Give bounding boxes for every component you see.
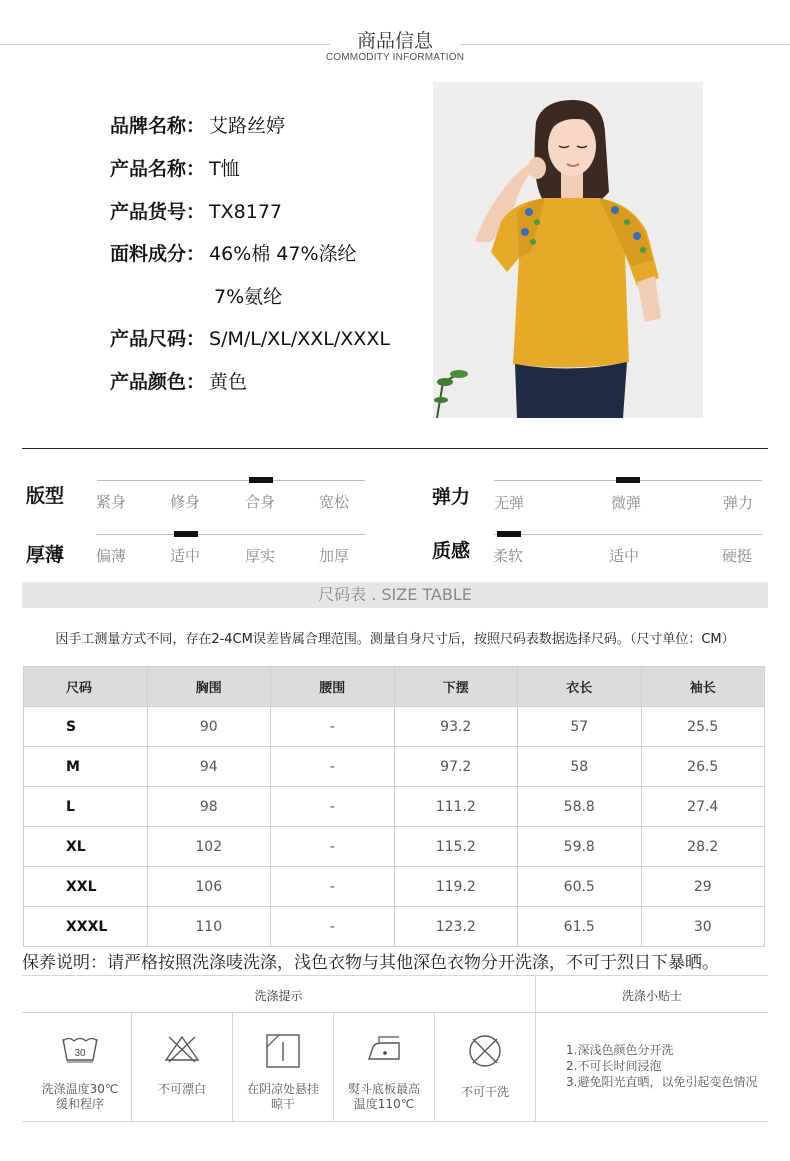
info-label: 产品尺码： xyxy=(110,328,206,350)
table-cell: 61.5 xyxy=(518,907,642,947)
iron-low-icon xyxy=(334,1033,434,1067)
attr-fit-option: 紧身 xyxy=(96,493,127,511)
attr-elastic-option: 无弹 xyxy=(494,494,525,512)
info-label: 产品名称： xyxy=(110,158,206,180)
no-bleach-icon xyxy=(132,1033,232,1067)
table-cell: S xyxy=(24,707,148,747)
table-row xyxy=(24,747,765,787)
table-cell: M xyxy=(24,747,148,787)
attr-fit-option: 合身 xyxy=(245,493,276,511)
attr-fit-option: 宽松 xyxy=(319,493,350,511)
label-line: 缓和程序 xyxy=(55,1097,104,1111)
info-value: 46%棉 47%涤纶 xyxy=(209,243,357,265)
section-subtitle: COMMODITY INFORMATION xyxy=(325,52,465,63)
table-cell: 97.2 xyxy=(394,747,518,787)
label-line: 温度110℃ xyxy=(353,1097,415,1111)
table-cell: 30 xyxy=(641,907,765,947)
wash-30-label xyxy=(30,1082,130,1112)
info-sizes xyxy=(110,324,390,351)
table-cell: 29 xyxy=(641,867,765,907)
info-value: S/M/L/XL/XXL/XXXL xyxy=(209,328,390,350)
table-cell: - xyxy=(271,787,395,827)
table-cell: 90 xyxy=(147,707,271,747)
wash-temp-number: 30 xyxy=(74,1048,86,1059)
table-cell: 25.5 xyxy=(641,707,765,747)
attr-thickness-option: 厚实 xyxy=(245,547,276,565)
table-cell: 115.2 xyxy=(394,827,518,867)
list-item: 2.不可长时间浸泡 xyxy=(566,1059,662,1073)
info-brand xyxy=(110,111,285,138)
list-item: 1.深浅色颜色分开洗 xyxy=(566,1043,674,1057)
table-cell: 58.8 xyxy=(518,787,642,827)
attr-fit-title: 版型 xyxy=(26,485,65,507)
table-row xyxy=(24,707,765,747)
info-value: TX8177 xyxy=(209,201,282,223)
info-label: 产品货号： xyxy=(110,201,206,223)
table-row xyxy=(24,867,765,907)
size-table-header xyxy=(24,667,765,707)
no-bleach-cell xyxy=(132,1015,232,1120)
table-cell: - xyxy=(271,827,395,867)
table-cell: 60.5 xyxy=(518,867,642,907)
attr-thickness-option: 加厚 xyxy=(319,547,350,565)
list-item: 3.避免阳光直晒，以免引起变色情况 xyxy=(566,1075,758,1089)
info-product-name xyxy=(110,154,240,181)
info-color xyxy=(110,367,247,394)
wash-panel-bottom-rule xyxy=(22,1121,768,1122)
size-table-header-cell: 腰围 xyxy=(271,667,395,707)
table-cell: XXXL xyxy=(24,907,148,947)
table-cell: 28.2 xyxy=(641,827,765,867)
table-cell: - xyxy=(271,907,395,947)
care-instructions: 保养说明：请严格按照洗涤唛洗涤，浅色衣物与其他深色衣物分开洗涤，不可于烈日下暴晒。 xyxy=(22,953,719,973)
model-illustration xyxy=(433,82,703,418)
table-cell: 110 xyxy=(147,907,271,947)
attr-thickness-option: 适中 xyxy=(170,547,201,565)
table-cell: 57 xyxy=(518,707,642,747)
attr-elastic-marker xyxy=(616,477,640,483)
table-cell: 93.2 xyxy=(394,707,518,747)
table-row xyxy=(24,907,765,947)
attr-texture-title: 质感 xyxy=(432,540,471,562)
table-cell: 94 xyxy=(147,747,271,787)
wash-panel-mid-rule xyxy=(22,1012,768,1013)
attr-texture-marker xyxy=(497,531,521,537)
section-title: 商品信息 xyxy=(356,30,433,52)
product-photo xyxy=(433,82,703,418)
attr-thickness-scale xyxy=(97,534,365,535)
attr-fit-scale xyxy=(97,480,365,481)
section-divider xyxy=(22,448,768,449)
attr-elastic-title: 弹力 xyxy=(432,486,471,508)
attr-texture-option: 柔软 xyxy=(493,547,524,565)
wash-30-cell xyxy=(30,1015,130,1120)
size-table-note: 因手工测量方式不同，存在2-4CM误差皆属合理范围。测量自身尺寸后，按照尺码表数据选择尺码。（尺寸单位：CM） xyxy=(55,632,735,647)
attr-fit-marker xyxy=(249,477,273,483)
label-line: 不可干洗 xyxy=(460,1085,509,1099)
size-table-header-cell: 胸围 xyxy=(147,667,271,707)
attr-thickness-marker xyxy=(174,531,198,537)
info-value: T恤 xyxy=(209,158,240,180)
table-cell: 123.2 xyxy=(394,907,518,947)
line-dry-label xyxy=(233,1082,333,1112)
info-material xyxy=(110,239,357,266)
table-cell: 106 xyxy=(147,867,271,907)
size-table-banner: 尺码表 . SIZE TABLE xyxy=(22,582,768,608)
iron-cell xyxy=(334,1015,434,1120)
attr-texture-option: 适中 xyxy=(609,547,640,565)
table-cell: 119.2 xyxy=(394,867,518,907)
info-label: 面料成分： xyxy=(110,243,206,265)
table-cell: XXL xyxy=(24,867,148,907)
label-line: 熨斗底板最高 xyxy=(347,1082,420,1096)
attr-elastic-option: 弹力 xyxy=(723,494,754,512)
label-line: 晾干 xyxy=(270,1097,295,1111)
table-cell: 102 xyxy=(147,827,271,867)
table-cell: 59.8 xyxy=(518,827,642,867)
info-material-cont xyxy=(214,282,282,309)
table-cell: L xyxy=(24,787,148,827)
line-dry-shade-icon xyxy=(233,1033,333,1073)
size-table xyxy=(23,666,765,947)
table-row xyxy=(24,787,765,827)
attr-elastic-option: 微弹 xyxy=(611,494,642,512)
info-label: 品牌名称： xyxy=(110,115,206,137)
attr-texture-scale xyxy=(494,534,762,535)
info-label: 产品颜色： xyxy=(110,371,206,393)
wash-tips-list xyxy=(566,1042,757,1090)
table-cell: 98 xyxy=(147,787,271,827)
table-cell: 26.5 xyxy=(641,747,765,787)
label-line: 不可漂白 xyxy=(157,1082,206,1096)
label-line: 在阴凉处悬挂 xyxy=(246,1082,319,1096)
info-value: 艾路丝婷 xyxy=(209,115,286,137)
info-item-number xyxy=(110,197,282,224)
wash-advice-heading: 洗涤小贴士 xyxy=(621,989,682,1003)
no-dry-clean-cell xyxy=(435,1015,535,1120)
size-table-header-cell: 尺码 xyxy=(24,667,148,707)
table-cell: - xyxy=(271,867,395,907)
table-row xyxy=(24,827,765,867)
table-cell: - xyxy=(271,747,395,787)
table-cell: - xyxy=(271,707,395,747)
size-table-header-cell: 下摆 xyxy=(394,667,518,707)
info-value: 7%氨纶 xyxy=(214,286,283,308)
size-table-header-cell: 衣长 xyxy=(518,667,642,707)
iron-label xyxy=(334,1082,434,1112)
no-bleach-label xyxy=(132,1082,232,1097)
table-cell: XL xyxy=(24,827,148,867)
wash-panel-top-rule xyxy=(22,975,768,976)
no-dry-clean-label xyxy=(435,1085,535,1100)
size-table-header-cell: 袖长 xyxy=(641,667,765,707)
table-cell: 27.4 xyxy=(641,787,765,827)
attr-fit-option: 修身 xyxy=(170,493,201,511)
label-line: 洗涤温度30℃ xyxy=(41,1082,119,1096)
table-cell: 58 xyxy=(518,747,642,787)
attr-texture-option: 硬挺 xyxy=(722,547,753,565)
no-dry-clean-icon xyxy=(435,1033,535,1073)
line-dry-cell xyxy=(233,1015,333,1120)
wash-30-icon xyxy=(30,1033,130,1067)
attr-thickness-title: 厚薄 xyxy=(26,544,65,566)
table-cell: 111.2 xyxy=(394,787,518,827)
info-value: 黄色 xyxy=(209,371,248,393)
wash-tips-heading: 洗涤提示 xyxy=(254,989,303,1003)
attr-thickness-option: 偏薄 xyxy=(96,547,127,565)
